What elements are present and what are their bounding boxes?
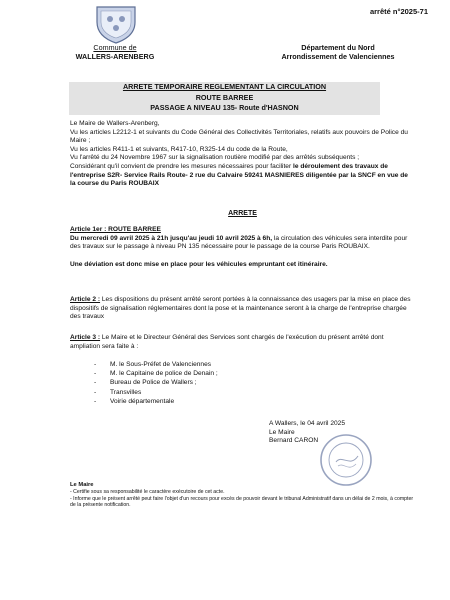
- signature-place-date: A Wallers, le 04 avril 2025: [269, 420, 345, 427]
- article-1-dates: Du mercredi 09 avril 2025 à 21h jusqu'au jeudi 10 avril 2025 à 6h,: [70, 234, 273, 242]
- article-2: [70, 296, 415, 322]
- article-2-text: Les dispositions du présent arrêté seront portées à la connaissance des usagers par la mise en place des dispositifs de signalisation réglementaires dont la pose et la maintenance seront à la charge de l'entreprise chargée des travaux: [70, 296, 411, 321]
- article-1-label: Article 1er : ROUTE BARREE: [70, 226, 161, 233]
- preamble-mayor: Le Maire de Wallers-Arenberg,: [70, 120, 160, 127]
- title-line-3: PASSAGE A NIVEAU 135- Route d'HASNON: [150, 103, 299, 112]
- signature-name: Bernard CARON: [269, 437, 319, 445]
- considerant-text: Considérant qu'il convient de prendre les mesures nécessaires pour faciliter: [70, 162, 293, 170]
- article-3-text: Le Maire et le Directeur Général des Services sont chargés de l'exécution du présent arrêté dont ampliation sera faite à :: [70, 334, 384, 350]
- considerant-bold-text: le déroulement des travaux de l'entreprise S2R- Service Rails Route- 2 rue du Calvaire 59241 MASNIERES diligentée par la SNCF en vue de la course du Paris ROUBAIX: [70, 162, 408, 188]
- department-name: Département du Nord: [301, 43, 375, 52]
- commune-block: [60, 43, 170, 61]
- title-line-2: ROUTE BARREE: [195, 92, 254, 102]
- document-title-box: [69, 82, 380, 115]
- footer-notice: [70, 482, 415, 509]
- article-1-body-end: Paris ROUBAIX.: [321, 243, 370, 251]
- article-1: [70, 226, 415, 269]
- list-item: - Voirie départementale: [110, 397, 218, 406]
- recipients-list: [110, 360, 218, 406]
- article-2-label: Article 2 :: [70, 296, 101, 303]
- commune-label: Commune de: [93, 43, 137, 52]
- list-item: - M. le Capitaine de police de Denain ;: [110, 369, 218, 378]
- title-line-1: ARRETE TEMPORAIRE REGLEMENTANT LA CIRCULATION: [122, 82, 327, 91]
- preamble-vu-2: Vu les articles R411-1 et suivants, R417-10, R325-14 du code de la Route,: [70, 145, 288, 153]
- preamble-vu-1: Vu les articles L2212-1 et suivants du Code Général des Collectivités Territoriales, relatifs aux pouvoirs de Police du Maire ;: [70, 128, 408, 145]
- preamble-considerant: [70, 163, 415, 189]
- list-item: - Transvilles: [110, 388, 218, 397]
- article-1-text: [70, 235, 415, 252]
- footer-line-1: - Certifie sous sa responsabilité le caractère exécutoire de cet acte.: [70, 488, 225, 495]
- arrete-reference: arrêté n°2025-71: [369, 7, 428, 16]
- department-block: [268, 43, 408, 61]
- list-item: - M. le Sous-Préfet de Valenciennes: [110, 360, 218, 369]
- article-1-deviation: Une déviation est donc mise en place pour les véhicules empruntant cet itinéraire.: [70, 260, 328, 268]
- arrondissement-name: Arrondissement de Valenciennes: [281, 52, 395, 61]
- footer-line-2: - Informe que le présent arrêté peut faire l'objet d'un recours pour excès de pouvoir devant le tribunal Administratif dans un délai de 2 mois, à compter de la présente notification.: [70, 495, 414, 509]
- signature-role: Le Maire: [269, 428, 295, 436]
- preamble: [70, 120, 415, 189]
- article-1-body: la circulation des véhicules sera interdite pour des travaux sur le passage à niveau PN 135 nécessaire pour le passage de la course: [70, 234, 408, 251]
- arrete-heading: ARRETE: [228, 210, 257, 217]
- list-item: - Bureau de Police de Wallers ;: [110, 378, 218, 387]
- preamble-vu-3: Vu l'arrêté du 24 Novembre 1967 sur la signalisation routière modifié par des arrêtés subséquents ;: [70, 154, 360, 162]
- article-3: [70, 334, 415, 351]
- official-stamp-icon: [318, 432, 374, 488]
- article-3-label: Article 3 :: [70, 334, 101, 341]
- coat-of-arms-icon: [93, 4, 139, 44]
- footer-title: Le Maire: [70, 482, 94, 488]
- commune-name: WALLERS-ARENBERG: [75, 52, 155, 61]
